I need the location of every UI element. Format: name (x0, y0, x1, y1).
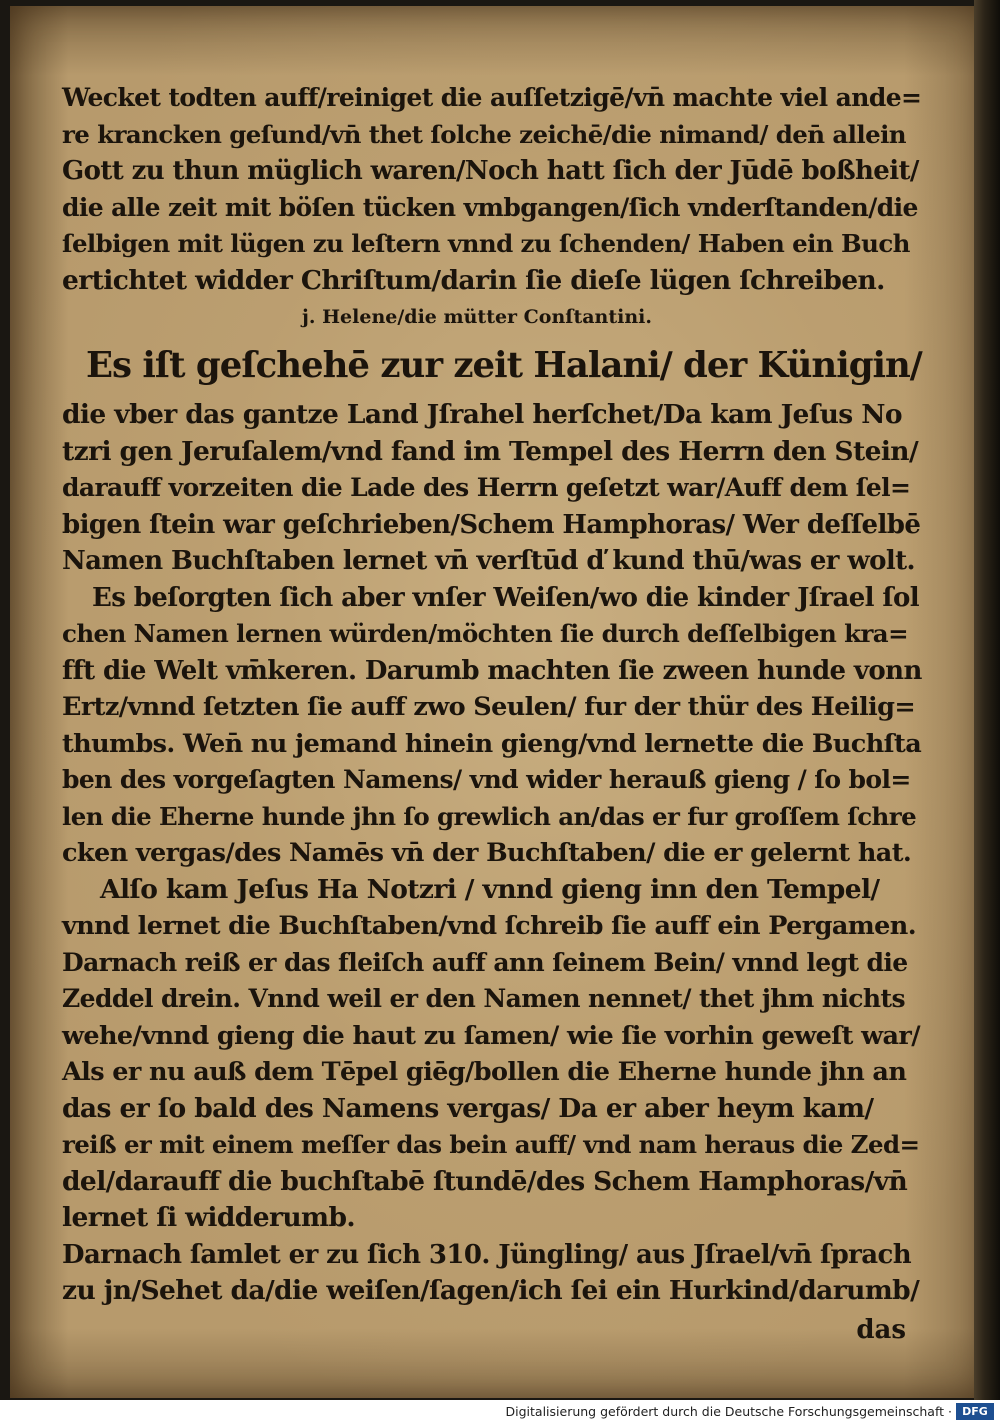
footer-bar (0, 1400, 1000, 1424)
text-line: ben des vorgeſagten Namens/ vnd wider herauß gieng / ſo bol= (62, 765, 911, 794)
text-line: Darnach ſamlet er zu ſich 310. Jüngling/ aus Jſrael/vn̄ ſprach (62, 1239, 912, 1270)
text-line: chen Namen lernen würden/möchten ſie durch deſſelbigen kra= (62, 619, 909, 648)
catchword: das (856, 1314, 906, 1345)
text-line: Namen Buchſtaben lernet vn̄ verſtūd ď kund thū/was er wolt. (62, 546, 915, 576)
text-line: Gott zu thun müglich waren/Noch hatt ſich der Jūdē boßheit/ (62, 156, 919, 186)
text-line: ſelbigen mit lügen zu leſtern vnnd zu ſchenden/ Haben ein Buch (62, 229, 910, 258)
text-line: zu jn/Sehet da/die weiſen/ſagen/ich ſei ein Hurkind/darumb/ (62, 1275, 920, 1306)
text-line: bigen ſtein war geſchrieben/Schem Hamphoras/ Wer deſſelbē (62, 509, 921, 540)
opening-line: Es iſt geſchehē zur zeit Halani/ der Künigin/ (86, 345, 922, 386)
text-line: Zeddel drein. Vnnd weil er den Namen nennet/ thet jhm nichts (62, 984, 905, 1013)
text-line: vnnd lernet die Buchſtaben/vnd ſchreib ſie auff ein Pergamen. (62, 911, 916, 941)
text-line: Als er nu auß dem Tēpel giēg/bollen die Eherne hunde jhn an (62, 1057, 907, 1087)
funding-credit: Digitalisierung gefördert durch die Deutsche Forschungsgemeinschaft · (505, 1404, 952, 1419)
text-line: fft die Welt vm̄keren. Darumb machten ſie zween hunde vonn (62, 655, 922, 686)
text-line: reiß er mit einem meſſer das bein auff/ vnd nam heraus die Zed= (62, 1130, 920, 1159)
dfg-logo-icon: DFG (956, 1403, 994, 1420)
text-line: die alle zeit mit böſen tücken vmbgangen/ſich vnderſtanden/die (62, 192, 918, 222)
text-line: die vber das gantze Land Jſrahel herſchet/Da kam Jeſus No (62, 399, 902, 430)
text-line: darauff vorzeiten die Lade des Herrn geſetzt war/Auff dem ſel= (62, 473, 911, 502)
book-gutter (974, 0, 1000, 1400)
text-line: thumbs. Wen̄ nu jemand hinein gieng/vnd lernette die Buchſta (62, 728, 922, 759)
text-line: lernet ſi widderumb. (62, 1202, 355, 1233)
text-line: ertichtet widder Chriſtum/darin ſie dieſe lügen ſchreiben. (62, 264, 885, 296)
section-heading: j. Helene/die mütter Conſtantini. (302, 306, 653, 328)
text-line: Wecket todten auff/reiniget die auſſetzigē/vn̄ machte viel ande= (62, 83, 922, 112)
text-line: das er ſo bald des Namens vergas/ Da er aber heym kam/ (62, 1092, 874, 1124)
text-line: len die Eherne hunde jhn ſo grewlich an/das er fur groſſem ſchre (62, 801, 917, 831)
text-line: Es beſorgten ſich aber vnſer Weiſen/wo die kinder Jſrael ſol (92, 582, 920, 613)
page-text (62, 80, 922, 1350)
text-line: tzri gen Jeruſalem/vnd fand im Tempel des Herrn den Stein/ (62, 435, 919, 467)
text-line: wehe/vnnd gieng die haut zu ſamen/ wie ſie vorhin geweſt war/ (62, 1020, 920, 1051)
text-line: del/darauff die buchſtabē ſtundē/des Schem Hamphoras/vn̄ (62, 1165, 908, 1197)
text-line: re krancken geſund/vn̄ thet ſolche zeichē/die nimand/ den̄ allein (62, 119, 906, 149)
text-line: Alſo kam Jeſus Ha Notzri / vnnd gieng inn den Tempel/ (100, 873, 880, 905)
book-page (10, 6, 982, 1398)
text-line: Darnach reiß er das fleiſch auff ann ſeinem Bein/ vnnd legt die (62, 947, 908, 977)
text-line: Ertz/vnnd ſetzten ſie auff zwo Seulen/ fur der thür des Heilig= (62, 692, 916, 722)
text-line: cken vergas/des Namēs vn̄ der Buchſtaben/ die er gelernt hat. (62, 838, 912, 868)
